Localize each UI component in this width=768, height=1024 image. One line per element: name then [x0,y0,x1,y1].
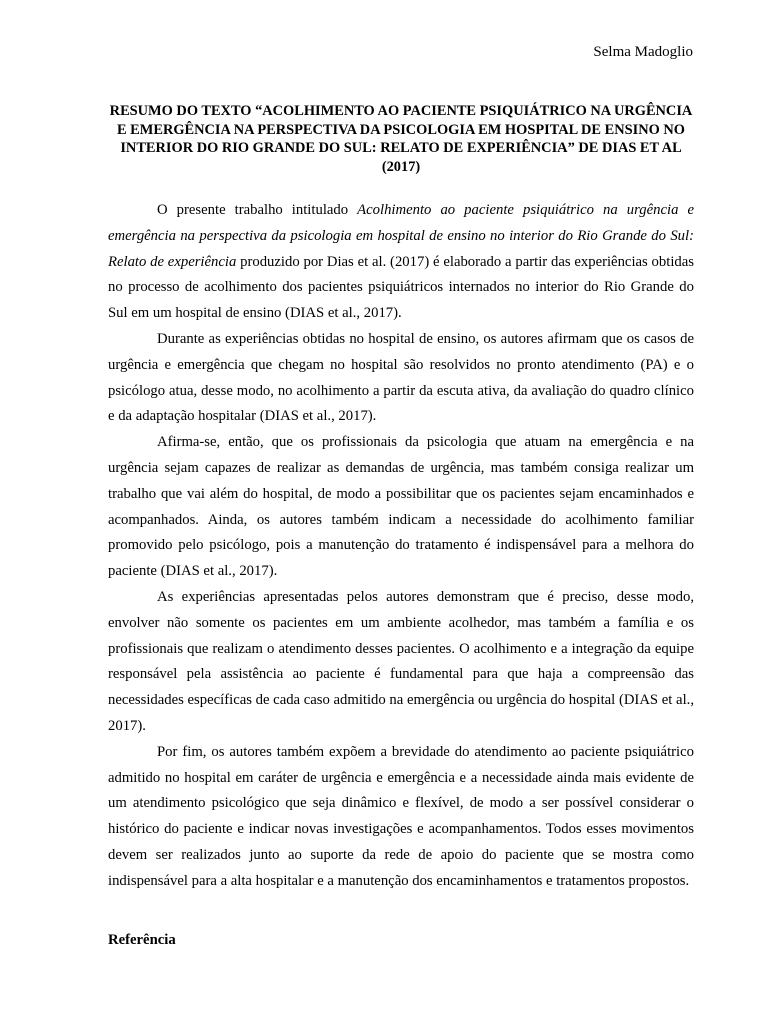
paragraph-1-intro: O presente trabalho intitulado [157,202,358,218]
paragraph-1 [108,198,694,327]
paragraph-1-italic-title: Acolhimento ao paciente psiquiátrico na urgência e emergência na perspectiva da psicologia em hospital de ensino no interior do Rio Grande do Sul: Relato de experiência [108,202,694,270]
paragraph-5: Por fim, os autores também expõem a brevidade do atendimento ao paciente psiquiátrico admitido no hospital em caráter de urgência e emergência e a necessidade ainda mais evidente de um atendimento psicológico que seja dinâmico e flexível, de modo a ser possível considerar o histórico do paciente e indicar novas investigações e acompanhamentos. Todos esses movimentos devem ser realizados junto ao suporte da rede de apoio do paciente que se mostra como indispensável para a alta hospitalar e a manutenção dos encaminhamentos e tratamentos propostos. [108,743,694,889]
paragraph-3: Afirma-se, então, que os profissionais da psicologia que atuam na emergência e na urgência sejam capazes de realizar as demandas de urgência, mas também consiga realizar um trabalho que vai além do hospital, de modo a possibilitar que os pacientes sejam encaminhados e acompanhados. Ainda, os autores também indicam a necessidade do acolhimento familiar promovido pelo psicólogo, pois a manutenção do tratamento é indispensável para a melhora do paciente (DIAS et al., 2017). [108,434,694,580]
document-title: RESUMO DO TEXTO “ACOLHIMENTO AO PACIENTE PSIQUIÁTRICO NA URGÊNCIA E EMERGÊNCIA NA PERSPECTIVA DA PSICOLOGIA EM HOSPITAL DE ENSINO NO INTERIOR DO RIO GRANDE DO SUL: RELATO DE EXPERIÊNCIA” DE DIAS ET AL (2017) [109,103,693,176]
paragraph-2: Durante as experiências obtidas no hospital de ensino, os autores afirmam que os casos de urgência e emergência que chegam no hospital são resolvidos no pronto atendimento (PA) e o psicólogo atua, desse modo, no acolhimento a partir da escuta ativa, da avaliação do quadro clínico e da adaptação hospitalar (DIAS et al., 2017). [108,330,694,425]
paragraph-1-rest: produzido por Dias et al. (2017) é elaborado a partir das experiências obtidas no processo de acolhimento dos pacientes psiquiátricos internados no interior do Rio Grande do Sul em um hospital de ensino (DIAS et al., 2017). [108,253,694,322]
document-body [108,198,694,895]
paragraph-4: As experiências apresentadas pelos autores demonstram que é preciso, desse modo, envolver não somente os pacientes em um ambiente acolhedor, mas também a família e os profissionais que realizam o atendimento desses pacientes. O acolhimento e a integração da equipe responsável pela assistência ao paciente é fundamental para que haja a compreensão das necessidades específicas de cada caso admitido na emergência ou urgência do hospital (DIAS et al., 2017). [108,588,694,734]
author-name: Selma Madoglio [593,44,693,60]
references-heading: Referência [108,932,176,948]
